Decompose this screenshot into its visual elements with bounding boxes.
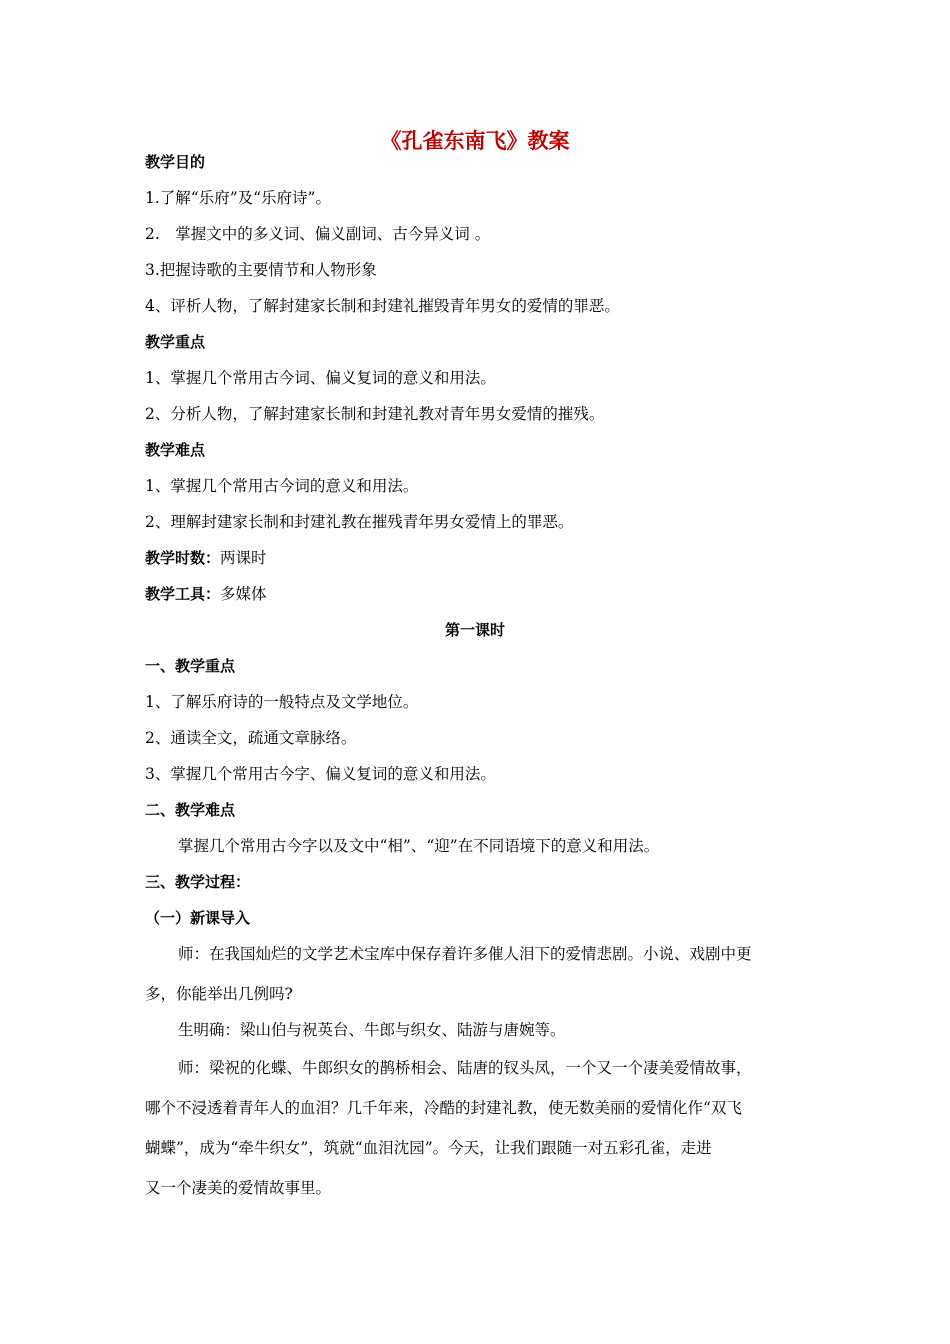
key-points-heading: 教学重点 xyxy=(145,333,206,351)
hours-label: 教学时数： xyxy=(145,549,221,567)
process-heading: 三、教学过程： xyxy=(145,873,251,891)
objective-item: 2. 掌握文中的多义词、偏义副词、古今异义词 。 xyxy=(145,225,491,243)
hours-value: 两课时 xyxy=(220,549,267,567)
intro-heading: （一）新课导入 xyxy=(145,909,251,927)
lesson1-focus-item: 2、通读全文，疏通文章脉络。 xyxy=(145,729,357,747)
document-title: 《孔雀东南飞》教案 xyxy=(380,129,570,153)
paragraph-line: 哪个不浸透着青年人的血泪？几千年来，冷酷的封建礼教，使无数美丽的爱情化作“双飞 xyxy=(145,1099,742,1117)
key-point-item: 1、掌握几个常用古今词、偏义复词的意义和用法。 xyxy=(145,369,496,387)
objective-item: 1.了解“乐府”及“乐府诗”。 xyxy=(145,189,331,207)
paragraph-line: 师：梁祝的化蝶、牛郎织女的鹊桥相会、陆唐的钗头凤，一个又一个凄美爱情故事， xyxy=(178,1059,752,1077)
hours-line xyxy=(145,548,267,568)
difficulty-item: 1、掌握几个常用古今词的意义和用法。 xyxy=(145,477,419,495)
tools-label: 教学工具： xyxy=(145,585,221,603)
lesson1-focus-heading: 一、教学重点 xyxy=(145,657,236,675)
paragraph-line: 蝴蝶”，成为“牵牛织女”，筑就“血泪沈园”。今天，让我们跟随一对五彩孔雀，走进 xyxy=(145,1139,712,1157)
difficulty-item: 2、理解封建家长制和封建礼教在摧残青年男女爱情上的罪恶。 xyxy=(145,513,574,531)
paragraph-line: 生明确：梁山伯与祝英台、牛郎与织女、陆游与唐婉等。 xyxy=(178,1021,566,1039)
difficulties-heading: 教学难点 xyxy=(145,441,206,459)
lesson1-difficulty-heading: 二、教学难点 xyxy=(145,801,236,819)
lesson1-title: 第一课时 xyxy=(444,621,505,639)
tools-line xyxy=(145,584,267,604)
objectives-heading: 教学目的 xyxy=(145,153,206,171)
lesson1-focus-item: 3、掌握几个常用古今字、偏义复词的意义和用法。 xyxy=(145,765,496,783)
key-point-item: 2、分析人物，了解封建家长制和封建礼教对青年男女爱情的摧残。 xyxy=(145,405,605,423)
paragraph-line: 多，你能举出几例吗? xyxy=(145,985,293,1003)
paragraph-line: 师：在我国灿烂的文学艺术宝库中保存着许多催人泪下的爱情悲剧。小说、戏剧中更 xyxy=(178,945,752,963)
lesson1-difficulty-text: 掌握几个常用古今字以及文中“相”、“迎”在不同语境下的意义和用法。 xyxy=(178,837,660,855)
objective-item: 4、评析人物，了解封建家长制和封建礼摧毁青年男女的爱情的罪恶。 xyxy=(145,297,620,315)
paragraph-line: 又一个凄美的爱情故事里。 xyxy=(145,1179,332,1197)
lesson1-focus-item: 1、了解乐府诗的一般特点及文学地位。 xyxy=(145,693,419,711)
tools-value: 多媒体 xyxy=(220,585,267,603)
objective-item: 3.把握诗歌的主要情节和人物形象 xyxy=(145,261,377,279)
